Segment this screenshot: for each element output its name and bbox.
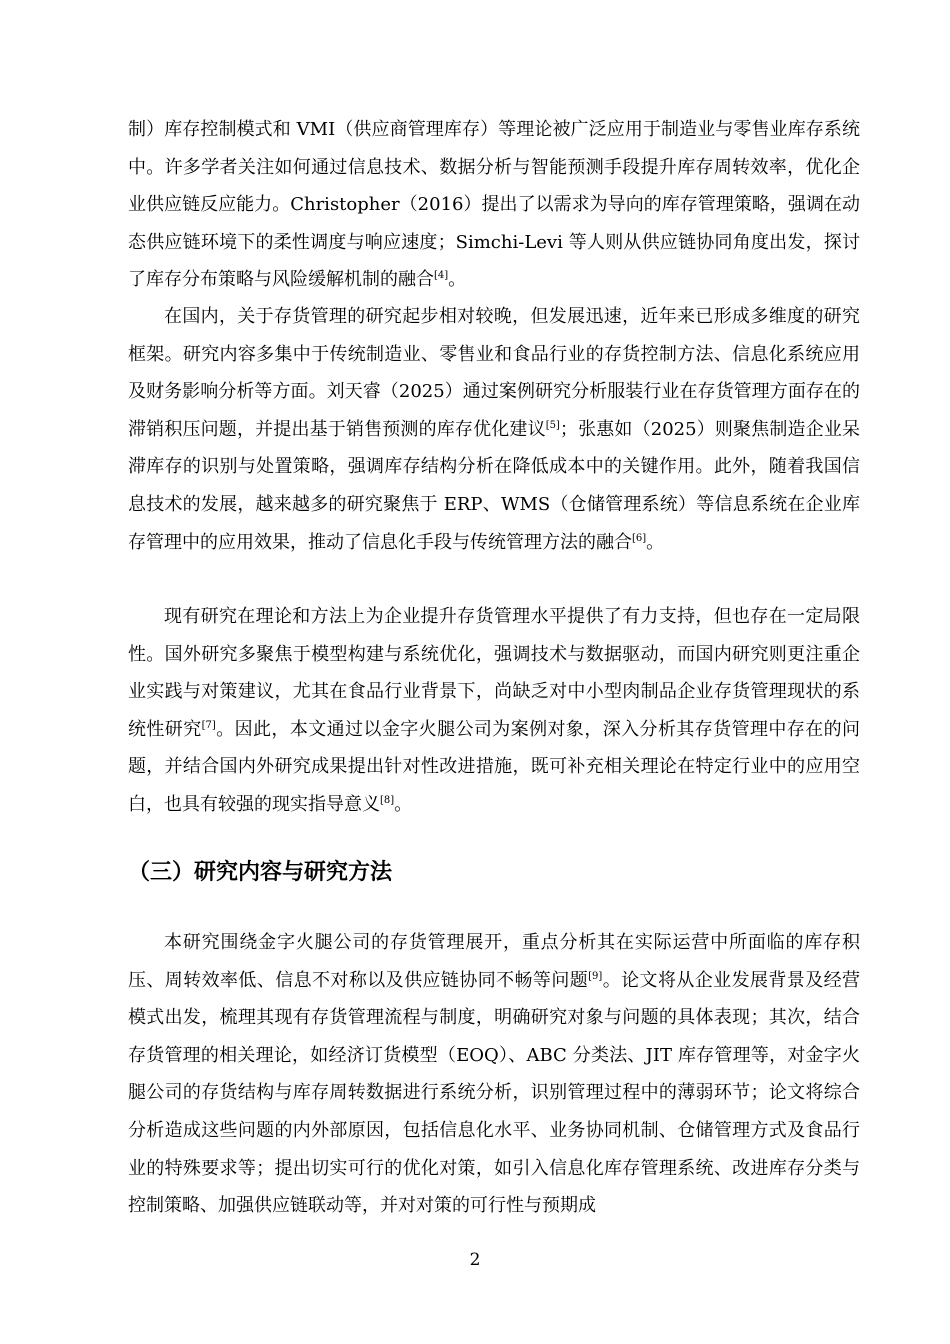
text-line: 现有研究在理论和方法上为企业提升存货管理水平提供了有力支持，但也存在一 xyxy=(164,606,806,627)
citation-ref: [7] xyxy=(201,719,216,731)
text-line: 论在特定行业中的应用空白，也具有较强的现实指导意义 xyxy=(128,756,860,815)
text-line: 系统中。许多学者关注如何通过信息技术、数据分析与智能预测手段提升库存周转效率， xyxy=(128,119,861,178)
citation-ref: [6] xyxy=(632,532,647,544)
text-line-tail: 。因此，本文通过以金字火腿公司为案例对象，深入分析其 xyxy=(215,718,695,740)
page-number: 2 xyxy=(469,1250,481,1270)
text-line: 本研究围绕金字火腿公司的存货管理展开，重点分析其在实际运营中所面临的库 xyxy=(164,932,824,953)
paragraph-research-content xyxy=(128,924,860,1225)
citation-ref: [9] xyxy=(588,970,603,982)
text-line: 在国内，关于存货管理的研究起步相对较晚，但发展迅速，近年来已形成多维度 xyxy=(164,306,806,327)
text-line: 度出发，探讨了库存分布策略与风险缓解机制的融合 xyxy=(128,231,861,291)
text-line: 存积压、周转效率低、信息不对称以及供应链协同不畅等问题 xyxy=(128,932,861,991)
text-line: 仓储管理方式及食品行业的特殊要求等；提出切实可行的优化对策，如引入信息化库存 xyxy=(128,1119,861,1179)
text-line: 的研究框架。研究内容多集中于传统制造业、零售业和食品行业的存货控制方法、信息 xyxy=(128,306,861,365)
text-line-tail: 。论文将从企业发展背 xyxy=(602,969,787,991)
text-line-tail: 。 xyxy=(448,269,467,291)
section-heading: （三）研究内容与研究方法 xyxy=(128,860,393,885)
text-line: 制）库存控制模式和 VMI（供应商管理库存）等理论被广泛应用于制造业与零售业库存 xyxy=(128,119,824,140)
text-line: 的关键作用。此外，随着我国信息技术的发展，越来越多的研究聚焦于 ERP、WMS（仓储 xyxy=(128,456,860,515)
text-line: 则更注重企业实践与对策建议，尤其在食品行业背景下，尚缺乏对中小型肉制品企业存 xyxy=(128,643,860,703)
text-line: 法的融合 xyxy=(560,531,632,553)
text-line: 等，对金字火腿公司的存货结构与库存周转数据进行系统分析，识别管理过程中的薄弱 xyxy=(128,1044,861,1104)
paragraph-research-limitations xyxy=(128,598,860,824)
citation-ref: [4] xyxy=(434,270,449,282)
text-line: 管理系统、改进库存分类与控制策略、加强供应链联动等，并对对策的可行性与预期成 xyxy=(128,1157,861,1217)
text-line-tail: ；张惠如 xyxy=(559,418,633,440)
citation-ref: [5] xyxy=(545,419,560,431)
text-line: 存货管理中存在的问题，并结合国内外研究成果提出针对性改进措施，既可补充相关理 xyxy=(128,718,861,778)
text-line: 优化企业供应链反应能力。Christopher（2016）提出了以需求为导向的库存管理策略， xyxy=(128,156,861,216)
text-line: 强调在动态供应链环境下的柔性调度与响应速度；Simchi-Levi 等人则从供应链协同角 xyxy=(128,194,860,253)
text-line: 定局限性。国外研究多聚焦于模型构建与系统优化，强调技术与数据驱动，而国内研究 xyxy=(128,606,861,665)
citation-ref: [8] xyxy=(380,794,395,806)
text-line: 化系统应用及财务影响分析等方面。刘天睿（2025）通过案例研究分析服装行业在存货 xyxy=(128,343,860,403)
text-line: 管理方面存在的滞销积压问题，并提出基于销售预测的库存优化建议 xyxy=(128,381,861,440)
text-line: 景及经营模式出发，梳理其现有存货管理流程与制度，明确研究对象与问题的具体表现； xyxy=(128,969,861,1029)
text-line: 环节；论文将综合分析造成这些问题的内外部原因，包括信息化水平、业务协同机制、 xyxy=(128,1082,860,1141)
text-line: 管理系统）等信息系统在企业库存管理中的应用效果，推动了信息化手段与传统管理方 xyxy=(128,493,860,553)
text-line-tail: 。 xyxy=(394,793,413,815)
text-line: （2025）则聚焦制造企业呆滞库存的识别与处置策略，强调库存结构分析在降低成本中 xyxy=(128,418,861,478)
text-line-tail: 。 xyxy=(646,531,665,553)
text-line: 其次，结合存货管理的相关理论，如经济订货模型（EOQ）、ABC 分类法、JIT 库存管理 xyxy=(128,1007,861,1066)
paragraph-foreign-research xyxy=(128,111,860,299)
text-line: 货管理现状的系统性研究 xyxy=(128,681,861,740)
paragraph-domestic-research xyxy=(128,298,860,561)
